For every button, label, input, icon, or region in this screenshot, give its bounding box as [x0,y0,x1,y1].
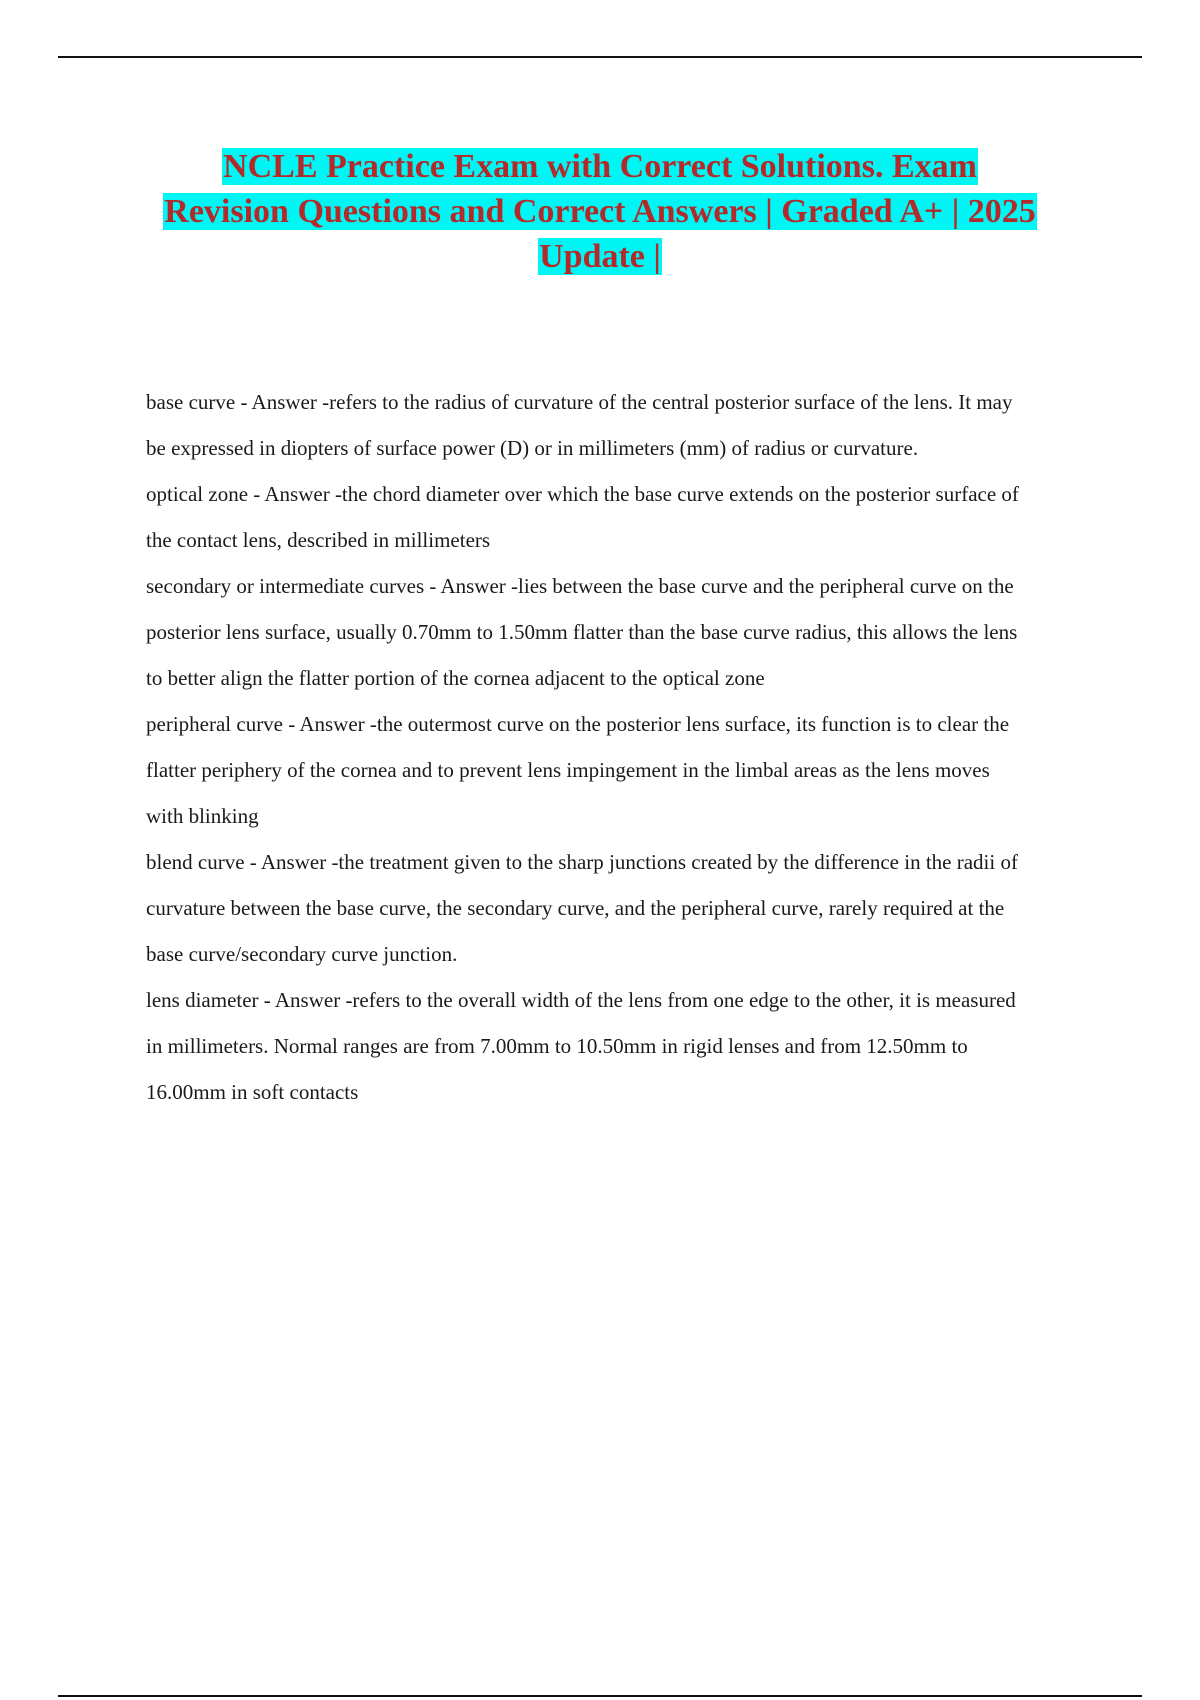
paragraph: secondary or intermediate curves - Answer -lies between the base curve and the peripheral curve on the [146,574,1014,598]
title-line-3: Update | [539,238,661,275]
paragraph: blend curve - Answer -the treatment given to the sharp junctions created by the difference in the radii of [146,850,1018,874]
paragraph: in millimeters. Normal ranges are from 7.00mm to 10.50mm in rigid lenses and from 12.50mm to [146,1034,968,1058]
paragraph: lens diameter - Answer -refers to the overall width of the lens from one edge to the other, it is measured [146,988,1016,1012]
paragraph: with blinking [146,804,259,828]
top-rule [58,56,1142,58]
paragraph: peripheral curve - Answer -the outermost curve on the posterior lens surface, its function is to clear the [146,712,1010,736]
paragraph: flatter periphery of the cornea and to prevent lens impingement in the limbal areas as the lens moves [146,758,990,782]
paragraph: the contact lens, described in millimeters [146,528,491,552]
paragraph: be expressed in diopters of surface power (D) or in millimeters (mm) of radius or curvature. [146,436,919,460]
title-line-1: NCLE Practice Exam with Correct Solutions. Exam [223,148,977,185]
title-line-2: Revision Questions and Correct Answers | Graded A+ | 2025 [164,193,1036,230]
paragraph: base curve - Answer -refers to the radius of curvature of the central posterior surface of the lens. It may [146,390,1013,414]
bottom-rule [58,1695,1142,1697]
paragraph: optical zone - Answer -the chord diameter over which the base curve extends on the posterior surface of [146,482,1019,506]
paragraph: posterior lens surface, usually 0.70mm to 1.50mm flatter than the base curve radius, this allows the lens [146,620,1018,644]
paragraph: to better align the flatter portion of the cornea adjacent to the optical zone [146,666,765,690]
paragraph: curvature between the base curve, the secondary curve, and the peripheral curve, rarely required at the [146,896,1005,920]
document-body [146,388,1088,1124]
paragraph: 16.00mm in soft contacts [146,1080,359,1104]
paragraph: base curve/secondary curve junction. [146,942,458,966]
document-title [100,144,1100,279]
